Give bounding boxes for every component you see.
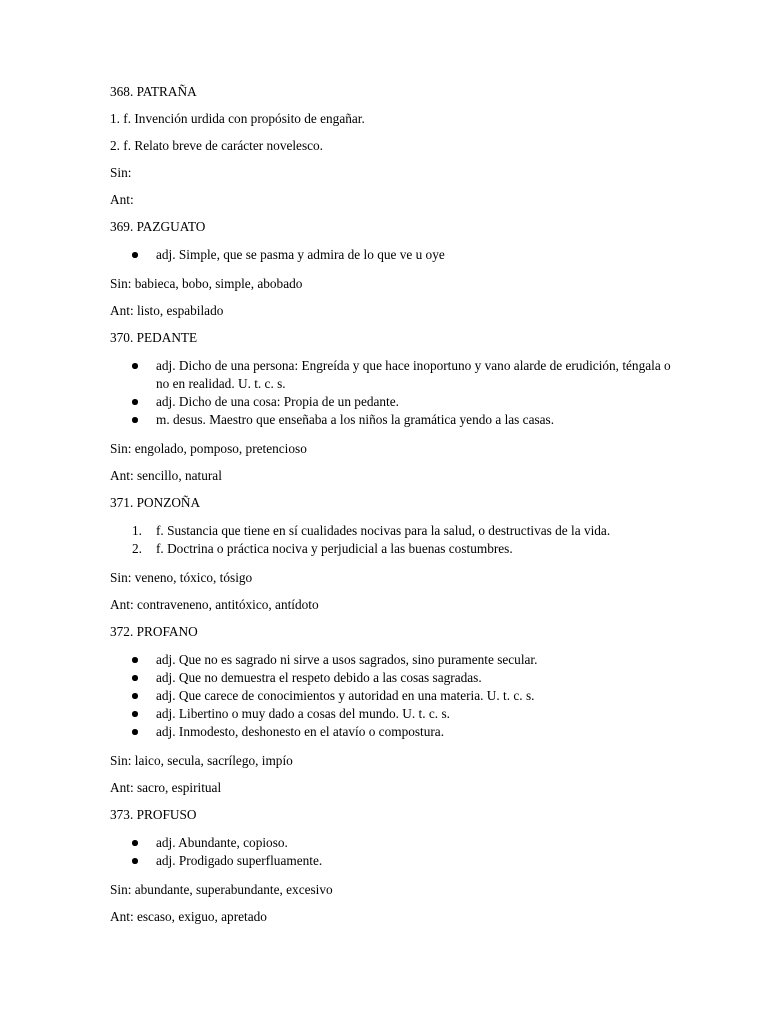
antonyms-line: Ant: contraveneno, antitóxico, antídoto <box>110 597 319 612</box>
definition-item: adj. Inmodesto, deshonesto en el atavío o compostura. <box>110 723 670 741</box>
entry-heading: 372. PROFANO <box>110 624 198 639</box>
definition-item: adj. Abundante, copioso. <box>110 834 670 852</box>
definition-item <box>110 522 670 540</box>
definition-item: adj. Simple, que se pasma y admira de lo que ve u oye <box>110 246 670 264</box>
definition-item: m. desus. Maestro que enseñaba a los niños la gramática yendo a las casas. <box>110 411 670 429</box>
definition-item: adj. Libertino o muy dado a cosas del mundo. U. t. c. s. <box>110 705 670 723</box>
synonyms-line: Sin: <box>110 165 132 180</box>
definition-list <box>110 246 670 264</box>
document-body <box>110 84 670 936</box>
entry-heading: 369. PAZGUATO <box>110 219 206 234</box>
definition-list-numbered <box>110 522 670 558</box>
list-number: 2. <box>132 541 142 556</box>
entry-patrana <box>110 84 670 207</box>
definition-line: 1. f. Invención urdida con propósito de engañar. <box>110 111 365 126</box>
entry-heading: 373. PROFUSO <box>110 807 197 822</box>
entry-ponzona <box>110 495 670 612</box>
antonyms-line: Ant: sencillo, natural <box>110 468 222 483</box>
definition-item: adj. Que carece de conocimientos y autoridad en una materia. U. t. c. s. <box>110 687 670 705</box>
definition-item: adj. Prodigado superfluamente. <box>110 852 670 870</box>
definition-text: f. Sustancia que tiene en sí cualidades nocivas para la salud, o destructivas de la vida. <box>156 523 611 538</box>
definition-list <box>110 651 670 741</box>
entry-heading: 370. PEDANTE <box>110 330 198 345</box>
entry-pazguato <box>110 219 670 318</box>
definition-line: 2. f. Relato breve de carácter novelesco. <box>110 138 324 153</box>
entry-profuso <box>110 807 670 924</box>
synonyms-line: Sin: veneno, tóxico, tósigo <box>110 570 253 585</box>
synonyms-line: Sin: laico, secula, sacrílego, impío <box>110 753 293 768</box>
entry-heading: 371. PONZOÑA <box>110 495 201 510</box>
antonyms-line: Ant: listo, espabilado <box>110 303 224 318</box>
entry-heading: 368. PATRAÑA <box>110 84 197 99</box>
entry-pedante <box>110 330 670 483</box>
synonyms-line: Sin: engolado, pomposo, pretencioso <box>110 441 307 456</box>
definition-item: adj. Que no es sagrado ni sirve a usos sagrados, sino puramente secular. <box>110 651 670 669</box>
definition-item: adj. Dicho de una cosa: Propia de un pedante. <box>110 393 670 411</box>
definition-list <box>110 357 670 429</box>
list-number: 1. <box>132 523 142 538</box>
definition-text: f. Doctrina o práctica nociva y perjudicial a las buenas costumbres. <box>156 541 513 556</box>
definition-item: adj. Que no demuestra el respeto debido a las cosas sagradas. <box>110 669 670 687</box>
definition-list <box>110 834 670 870</box>
synonyms-line: Sin: babieca, bobo, simple, abobado <box>110 276 303 291</box>
entry-profano <box>110 624 670 795</box>
antonyms-line: Ant: escaso, exiguo, apretado <box>110 909 267 924</box>
synonyms-line: Sin: abundante, superabundante, excesivo <box>110 882 333 897</box>
definition-item: adj. Dicho de una persona: Engreída y que hace inoportuno y vano alarde de erudición, téngala o no en realidad. U. t. c. s. <box>110 357 676 393</box>
antonyms-line: Ant: <box>110 192 134 207</box>
antonyms-line: Ant: sacro, espiritual <box>110 780 222 795</box>
definition-item <box>110 540 670 558</box>
